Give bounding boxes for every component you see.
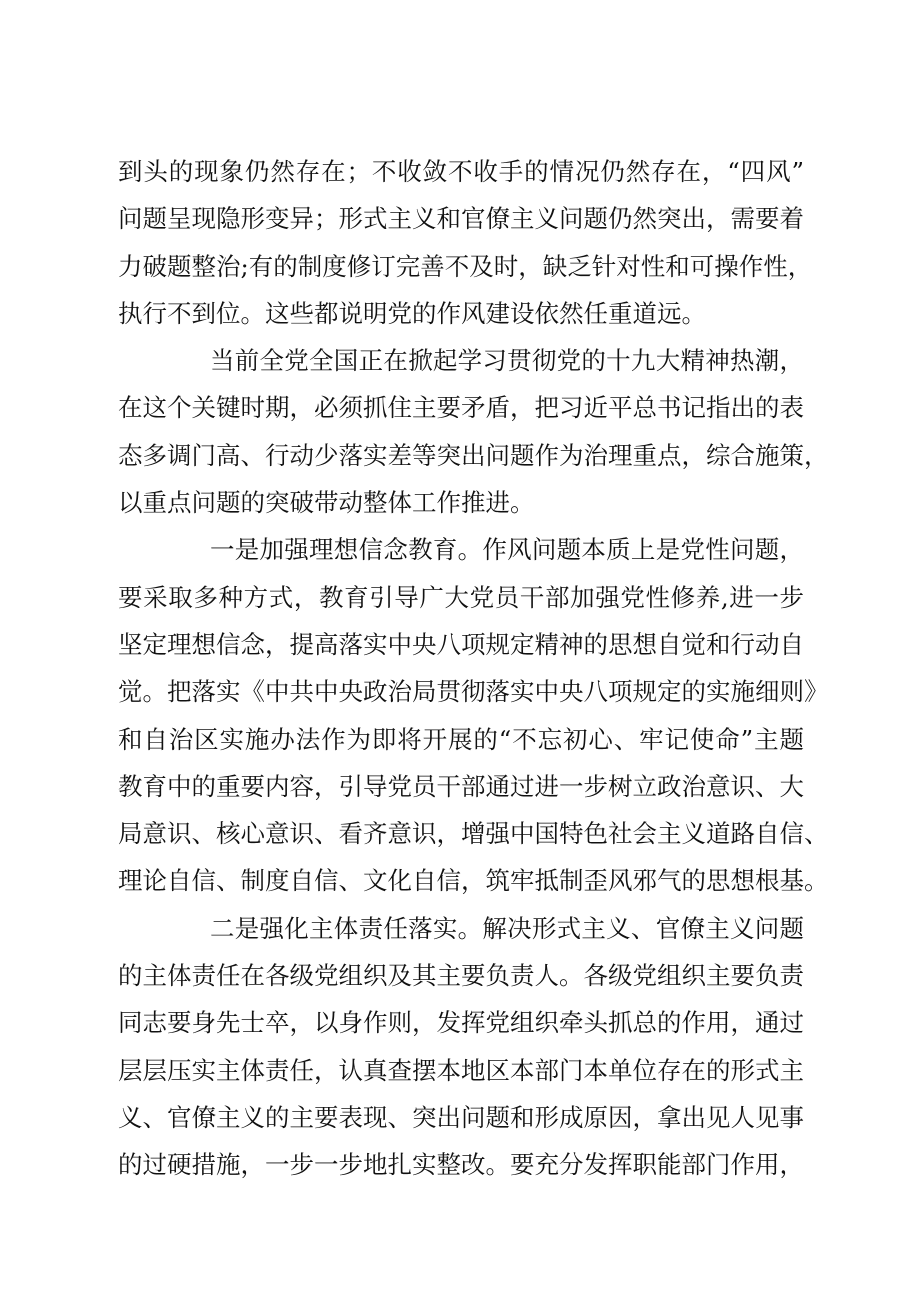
text-line: 同志要身先士卒，以身作则，发挥党组织牵头抓总的作用，通过 <box>118 1008 804 1038</box>
text-line: 态多调门高、行动少落实差等突出问题作为治理重点，综合施策， <box>118 440 829 470</box>
text-line: 的主体责任在各级党组织及其主要负责人。各级党组织主要负责 <box>118 961 804 991</box>
text-line: 理论自信、制度自信、文化自信，筑牢抵制歪风邪气的思想根基。 <box>118 866 829 896</box>
text-line: 觉。把落实《中共中央政治局贯彻落实中央八项规定的实施细则》 <box>118 677 829 707</box>
paragraph-4 <box>118 905 804 1189</box>
document-body <box>118 148 829 1189</box>
text-line: 二是强化主体责任落实。解决形式主义、官僚主义问题 <box>210 913 804 943</box>
text-line: 和自治区实施办法作为即将开展的“不忘初心、牢记使命”主题 <box>118 724 804 754</box>
text-line: 教育中的重要内容，引导党员干部通过进一步树立政治意识、大 <box>118 771 804 801</box>
text-line: 的过硬措施，一步一步地扎实整改。要充分发挥职能部门作用， <box>118 1150 804 1180</box>
text-line: 层层压实主体责任，认真查摆本地区本部门本单位存在的形式主 <box>118 1055 804 1085</box>
text-line: 局意识、核心意识、看齐意识，增强中国特色社会主义道路自信、 <box>118 819 829 849</box>
text-line: 在这个关键时期，必须抓住主要矛盾，把习近平总书记指出的表 <box>118 393 804 423</box>
text-line: 当前全党全国正在掀起学习贯彻党的十九大精神热潮， <box>210 346 804 376</box>
paragraph-3 <box>118 526 829 904</box>
text-line: 执行不到位。这些都说明党的作风建设依然任重道远。 <box>118 298 706 328</box>
paragraph-2 <box>118 337 829 526</box>
text-line: 要采取多种方式，教育引导广大党员干部加强党性修养,进一步 <box>118 582 804 612</box>
text-line: 一是加强理想信念教育。作风问题本质上是党性问题， <box>210 535 804 565</box>
text-line: 以重点问题的突破带动整体工作推进。 <box>118 488 535 518</box>
text-line: 义、官僚主义的主要表现、突出问题和形成原因，拿出见人见事 <box>118 1102 804 1132</box>
text-line: 坚定理想信念，提高落实中央八项规定精神的思想自觉和行动自 <box>118 629 804 659</box>
text-line: 问题呈现隐形变异；形式主义和官僚主义问题仍然突出，需要着 <box>118 204 804 234</box>
paragraph-1 <box>118 148 813 337</box>
text-line: 到头的现象仍然存在；不收敛不收手的情况仍然存在，“四风” <box>118 157 804 186</box>
text-line: 力破题整治;有的制度修订完善不及时，缺乏针对性和可操作性， <box>118 251 813 281</box>
